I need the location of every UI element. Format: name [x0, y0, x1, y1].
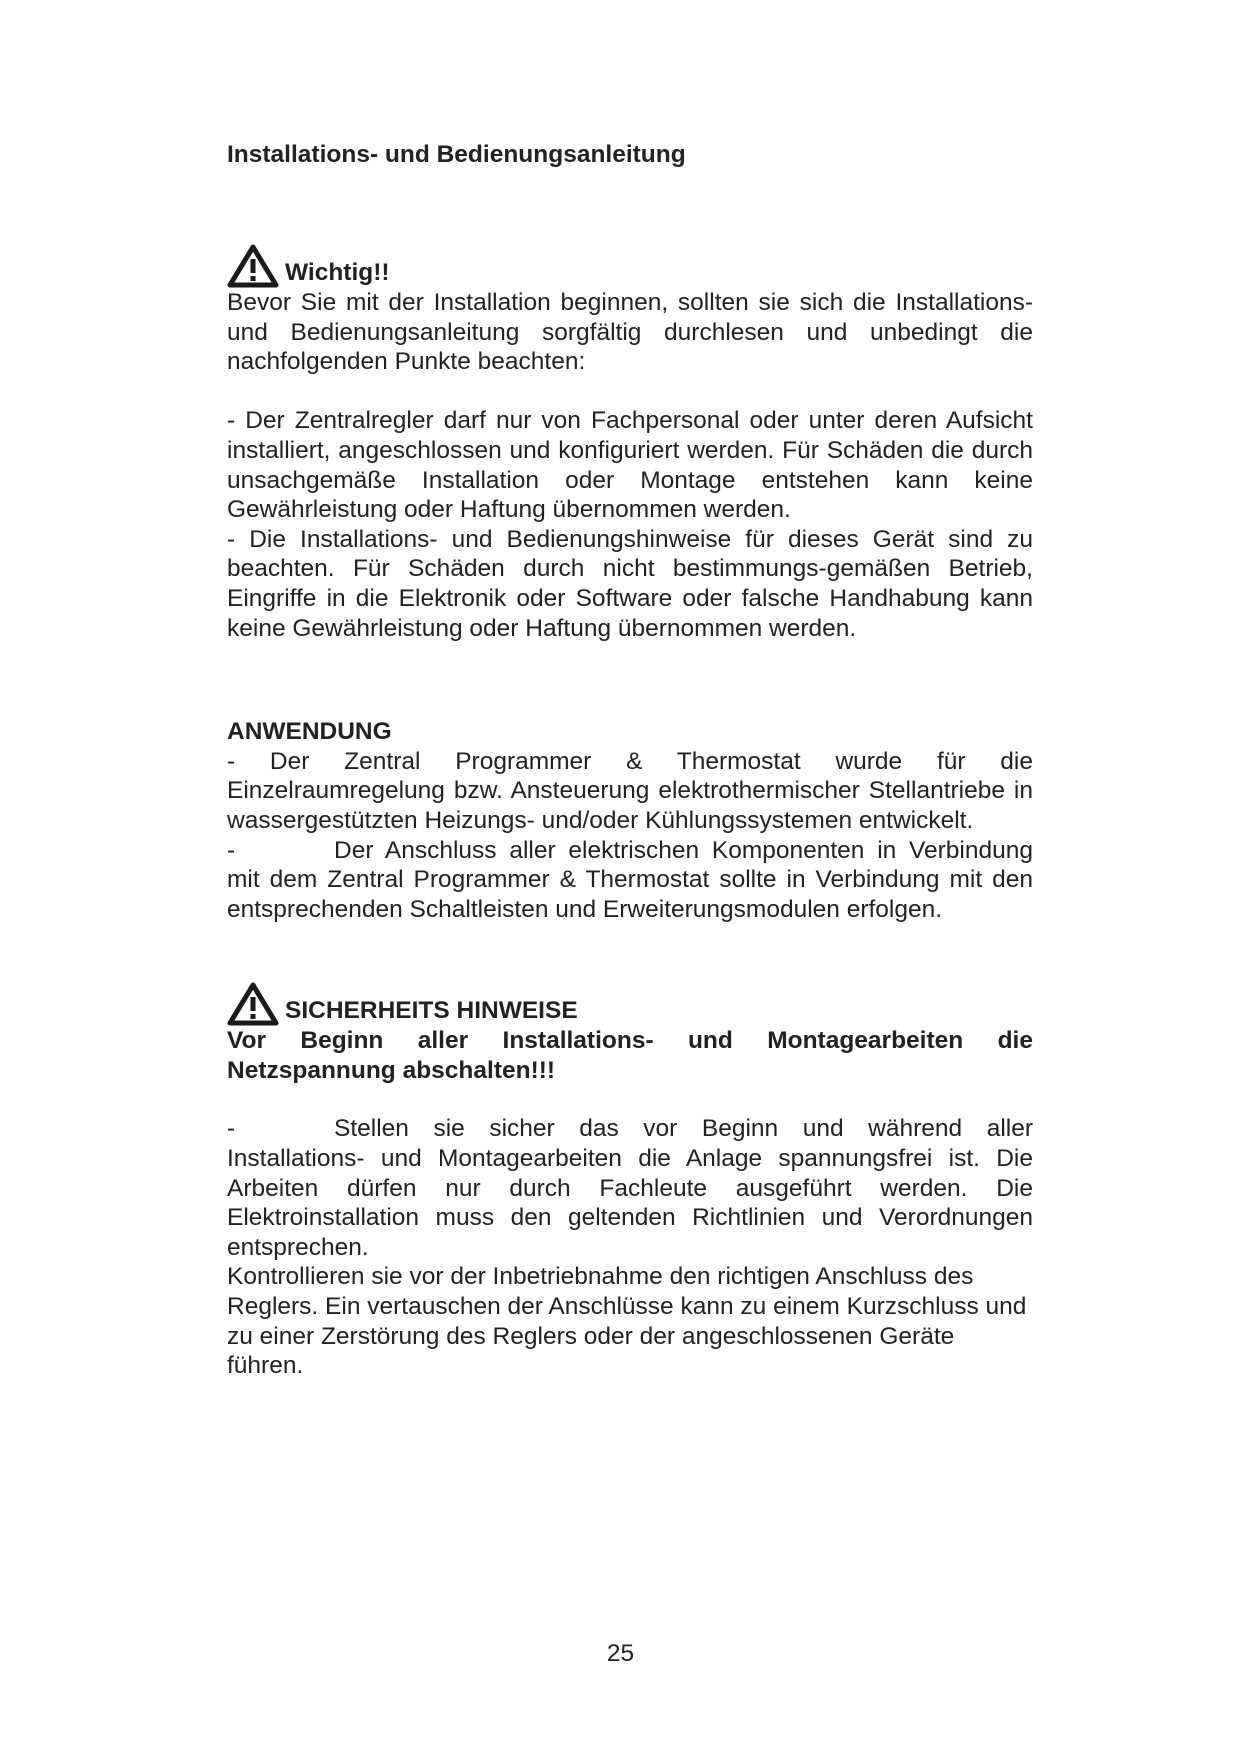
safety-point-1	[227, 1114, 1033, 1262]
important-point-1: - Der Zentralregler darf nur von Fachpersonal oder unter deren Aufsicht installiert, angeschlossen und konfiguriert werden. Für Schäden die durch unsachgemäße Installation oder Montage entstehen kann keine Gewährleistung oder Haftung übernommen werden.	[227, 407, 1033, 524]
important-intro: Bevor Sie mit der Installation beginnen, sollten sie sich die Installations- und Bedienungsanleitung sorgfältig durchlesen und unbedingt die nachfolgenden Punkte beachten:	[227, 289, 1033, 376]
page-content	[227, 140, 1033, 1381]
application-point-2-dash: -	[227, 836, 236, 864]
warning-triangle-icon	[227, 982, 279, 1026]
safety-point-1-text: Stellen sie sicher das vor Beginn und während aller Installations- und Montagearbeiten die Anlage spannungsfrei ist. Die Arbeiten dürfen nur durch Fachleute ausgeführt werden. Die Elektroinstallation muss den geltenden Richtlinien und Verordnungen entsprechen.	[227, 1115, 1033, 1261]
safety-point-2: Kontrollieren sie vor der Inbetriebnahme den richtigen Anschluss des Reglers. Ein vertauschen der Anschlüsse kann zu einem Kurzschluss und zu einer Zerstörung des Reglers oder der angeschlossenen Geräte führen.	[227, 1263, 1027, 1380]
safety-heading-row	[227, 982, 1033, 1026]
important-heading: Wichtig!!	[285, 259, 390, 286]
application-point-1: - Der Zentral Programmer & Thermostat wurde für die Einzelraumregelung bzw. Ansteuerung elektrothermischer Stellantriebe in wassergestützten Heizungs- und/oder Kühlungssystemen entwickelt.	[227, 747, 1033, 834]
safety-point-1-dash: -	[227, 1115, 236, 1143]
warning-triangle-icon	[227, 244, 279, 288]
application-heading: ANWENDUNG	[227, 718, 392, 746]
important-heading-row	[227, 244, 1033, 288]
important-point-2: - Die Installations- und Bedienungshinweise für dieses Gerät sind zu beachten. Für Schäden durch nicht bestimmungs-gemäßen Betrieb, Eingriffe in die Elektronik oder Software oder falsche Handhabung kann keine Gewährleistung oder Haftung übernommen werden.	[227, 525, 1033, 642]
safety-heading: SICHERHEITS HINWEISE	[285, 997, 578, 1025]
application-point-2-text: Der Anschluss aller elektrischen Komponenten in Verbindung mit dem Zentral Programmer & Thermostat sollte in Verbindung mit den entsprechenden Schaltleisten und Erweiterungsmodulen erfolgen.	[227, 836, 1033, 923]
safety-warning: Vor Beginn aller Installations- und Montagearbeiten die Netzspannung abschalten!!!	[227, 1027, 1033, 1084]
document-title: Installations- und Bedienungsanleitung	[227, 141, 686, 168]
application-point-2	[227, 836, 1033, 925]
page-number: 25	[606, 1640, 635, 1667]
